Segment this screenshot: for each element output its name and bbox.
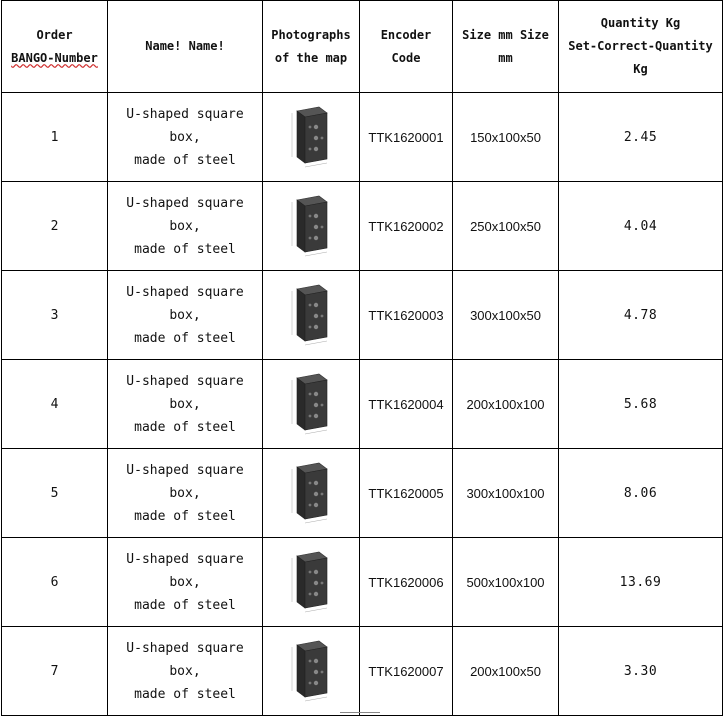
size-value: 250x100x50: [470, 218, 541, 234]
header-photo: [263, 1, 360, 93]
header-photo-line2: of the map: [274, 50, 348, 65]
cell-order: [2, 93, 108, 182]
encoder-code: TTK1620004: [368, 396, 444, 412]
size-value: 500x100x100: [466, 574, 545, 590]
cell-photo: [263, 360, 360, 449]
product-spec-table: [1, 0, 723, 716]
cell-photo: [263, 93, 360, 182]
table-row: [2, 182, 723, 271]
cell-order: [2, 271, 108, 360]
header-code-line2: Code: [391, 50, 421, 65]
quantity-kg: 8.06: [623, 485, 658, 501]
product-name-line2: made of steel: [134, 152, 236, 168]
header-size-line2: mm: [498, 50, 513, 65]
header-order: [2, 1, 108, 93]
cell-size: [453, 93, 559, 182]
cell-qty: [559, 182, 723, 271]
encoder-code: TTK1620001: [368, 129, 444, 145]
product-name-line2: made of steel: [134, 330, 236, 346]
cell-size: [453, 627, 559, 716]
steel-box-icon: [283, 283, 339, 347]
order-number: 5: [50, 485, 59, 501]
order-number: 1: [50, 129, 59, 145]
header-qty: [559, 1, 723, 93]
order-number: 4: [50, 396, 59, 412]
order-number: 7: [50, 663, 59, 679]
size-value: 200x100x100: [466, 396, 545, 412]
cell-qty: [559, 449, 723, 538]
cell-order: [2, 360, 108, 449]
quantity-kg: 3.30: [623, 663, 658, 679]
cell-qty: [559, 538, 723, 627]
cell-code: [360, 93, 453, 182]
header-qty-line3: Kg: [633, 62, 648, 76]
cell-size: [453, 182, 559, 271]
product-name-line1: U-shaped square box,: [126, 195, 244, 234]
quantity-kg: 4.78: [623, 307, 658, 323]
cell-size: [453, 538, 559, 627]
header-size: [453, 1, 559, 93]
order-number: 2: [50, 218, 59, 234]
product-name-line2: made of steel: [134, 686, 236, 702]
cell-name: [108, 93, 263, 182]
table-row: [2, 627, 723, 716]
size-value: 300x100x100: [466, 485, 545, 501]
cell-qty: [559, 93, 723, 182]
table-row: [2, 538, 723, 627]
encoder-code: TTK1620006: [368, 574, 444, 590]
cell-qty: [559, 627, 723, 716]
cell-code: [360, 627, 453, 716]
quantity-kg: 13.69: [619, 574, 662, 590]
header-qty-line1: Quantity Kg: [600, 16, 681, 30]
product-name-line2: made of steel: [134, 597, 236, 613]
table-body: [2, 93, 723, 716]
quantity-kg: 5.68: [623, 396, 658, 412]
steel-box-icon: [283, 639, 339, 703]
cell-code: [360, 271, 453, 360]
cell-name: [108, 360, 263, 449]
cell-code: [360, 360, 453, 449]
header-qty-line2: Set-Correct-Quantity: [568, 39, 713, 53]
cell-size: [453, 360, 559, 449]
header-code-line1: Encoder: [380, 27, 432, 42]
table-row: [2, 360, 723, 449]
cell-order: [2, 182, 108, 271]
product-name-line1: U-shaped square box,: [126, 284, 244, 323]
cell-code: [360, 538, 453, 627]
steel-box-icon: [283, 194, 339, 258]
product-name-line2: made of steel: [134, 508, 236, 524]
product-name-line1: U-shaped square box,: [126, 373, 244, 412]
cell-qty: [559, 271, 723, 360]
cell-order: [2, 538, 108, 627]
order-number: 3: [50, 307, 59, 323]
cell-photo: [263, 538, 360, 627]
product-name-line1: U-shaped square box,: [126, 640, 244, 679]
quantity-kg: 4.04: [623, 218, 658, 234]
header-name-label: Name! Name!: [145, 39, 225, 53]
table-row: [2, 271, 723, 360]
cell-photo: [263, 627, 360, 716]
cell-photo: [263, 271, 360, 360]
header-name: [108, 1, 263, 93]
encoder-code: TTK1620003: [368, 307, 444, 323]
product-name-line1: U-shaped square box,: [126, 106, 244, 145]
cell-photo: [263, 449, 360, 538]
header-row: [2, 1, 723, 93]
cell-qty: [559, 360, 723, 449]
product-name-line1: U-shaped square box,: [126, 462, 244, 501]
size-value: 200x100x50: [470, 663, 541, 679]
cell-name: [108, 271, 263, 360]
table-row: [2, 449, 723, 538]
steel-box-icon: [283, 372, 339, 436]
cell-code: [360, 182, 453, 271]
cell-name: [108, 538, 263, 627]
cell-name: [108, 627, 263, 716]
page-edge-mark: [340, 712, 380, 713]
cell-size: [453, 449, 559, 538]
header-photo-line1: Photographs: [271, 27, 351, 42]
cell-name: [108, 449, 263, 538]
cell-size: [453, 271, 559, 360]
size-value: 150x100x50: [470, 129, 541, 145]
product-name-line1: U-shaped square box,: [126, 551, 244, 590]
cell-code: [360, 449, 453, 538]
cell-name: [108, 182, 263, 271]
header-order-line1: Order: [36, 27, 73, 42]
order-number: 6: [50, 574, 59, 590]
header-order-line2: BANGO-Number: [11, 50, 98, 65]
encoder-code: TTK1620005: [368, 485, 444, 501]
encoder-code: TTK1620002: [368, 218, 444, 234]
quantity-kg: 2.45: [623, 129, 658, 145]
steel-box-icon: [283, 105, 339, 169]
steel-box-icon: [283, 461, 339, 525]
cell-photo: [263, 182, 360, 271]
product-name-line2: made of steel: [134, 419, 236, 435]
header-code: [360, 1, 453, 93]
cell-order: [2, 449, 108, 538]
steel-box-icon: [283, 550, 339, 614]
cell-order: [2, 627, 108, 716]
product-name-line2: made of steel: [134, 241, 236, 257]
header-size-line1: Size mm Size: [462, 27, 549, 42]
size-value: 300x100x50: [470, 307, 541, 323]
table-row: [2, 93, 723, 182]
encoder-code: TTK1620007: [368, 663, 444, 679]
